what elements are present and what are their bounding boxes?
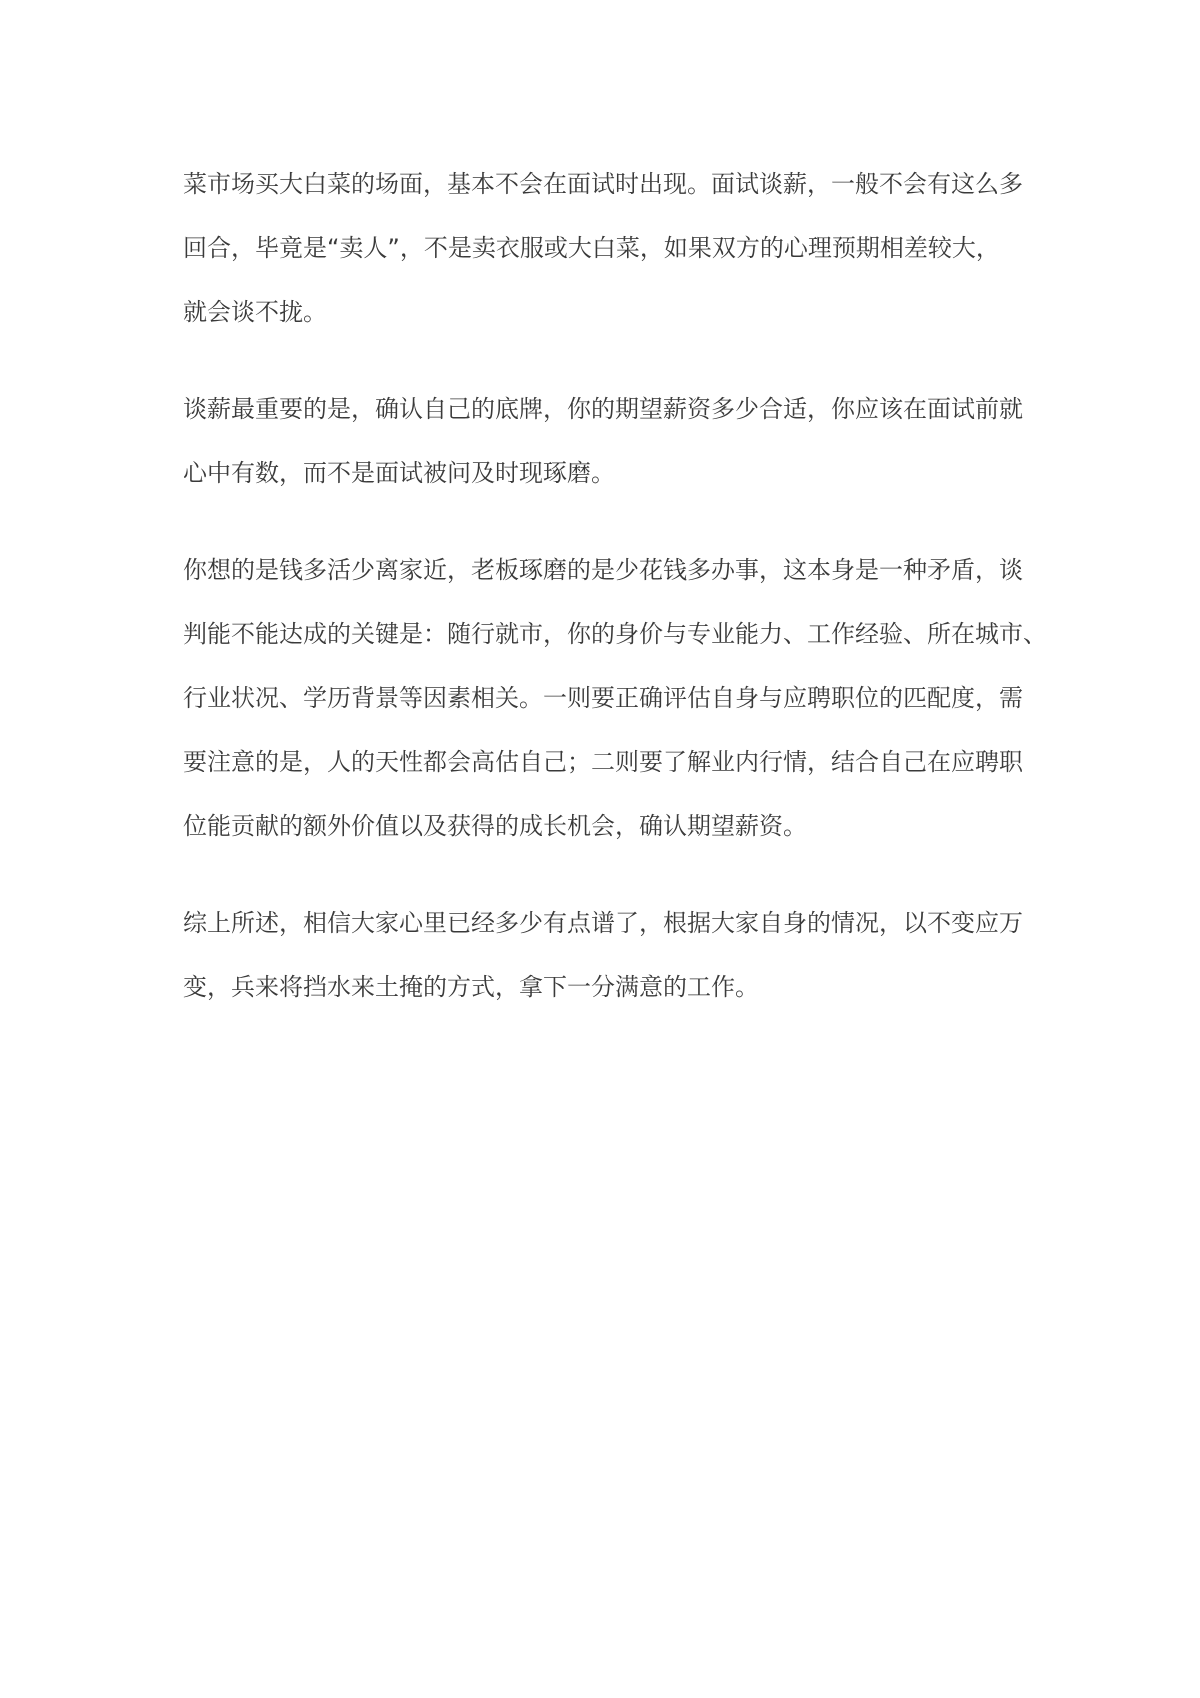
text-line: 行业状况、学历背景等因素相关。一则要正确评估自身与应聘职位的匹配度，需	[183, 684, 1023, 712]
text-line: 谈薪最重要的是，确认自己的底牌，你的期望薪资多少合适，你应该在面试前就	[183, 395, 1023, 423]
paragraph-2	[183, 377, 1023, 505]
text-line: 就会谈不拢。	[183, 298, 327, 326]
paragraph-1	[183, 152, 1023, 344]
text-line: 位能贡献的额外价值以及获得的成长机会，确认期望薪资。	[183, 812, 807, 840]
text-line: 回合，毕竟是“卖人”，不是卖衣服或大白菜，如果双方的心理预期相差较大，	[183, 234, 1000, 262]
document-body	[183, 152, 1047, 1052]
text-line: 你想的是钱多活少离家近，老板琢磨的是少花钱多办事，这本身是一种矛盾，谈	[183, 556, 1023, 584]
text-line: 变，兵来将挡水来土掩的方式，拿下一分满意的工作。	[183, 973, 759, 1001]
paragraph-4	[183, 891, 1023, 1019]
paragraph-3	[183, 538, 1047, 858]
text-line: 菜市场买大白菜的场面，基本不会在面试时出现。面试谈薪，一般不会有这么多	[183, 170, 1023, 198]
text-line: 心中有数，而不是面试被问及时现琢磨。	[183, 459, 615, 487]
text-line: 综上所述，相信大家心里已经多少有点谱了，根据大家自身的情况，以不变应万	[183, 909, 1023, 937]
text-line: 要注意的是，人的天性都会高估自己；二则要了解业内行情，结合自己在应聘职	[183, 748, 1023, 776]
text-line: 判能不能达成的关键是：随行就市，你的身价与专业能力、工作经验、所在城市、	[183, 620, 1047, 648]
